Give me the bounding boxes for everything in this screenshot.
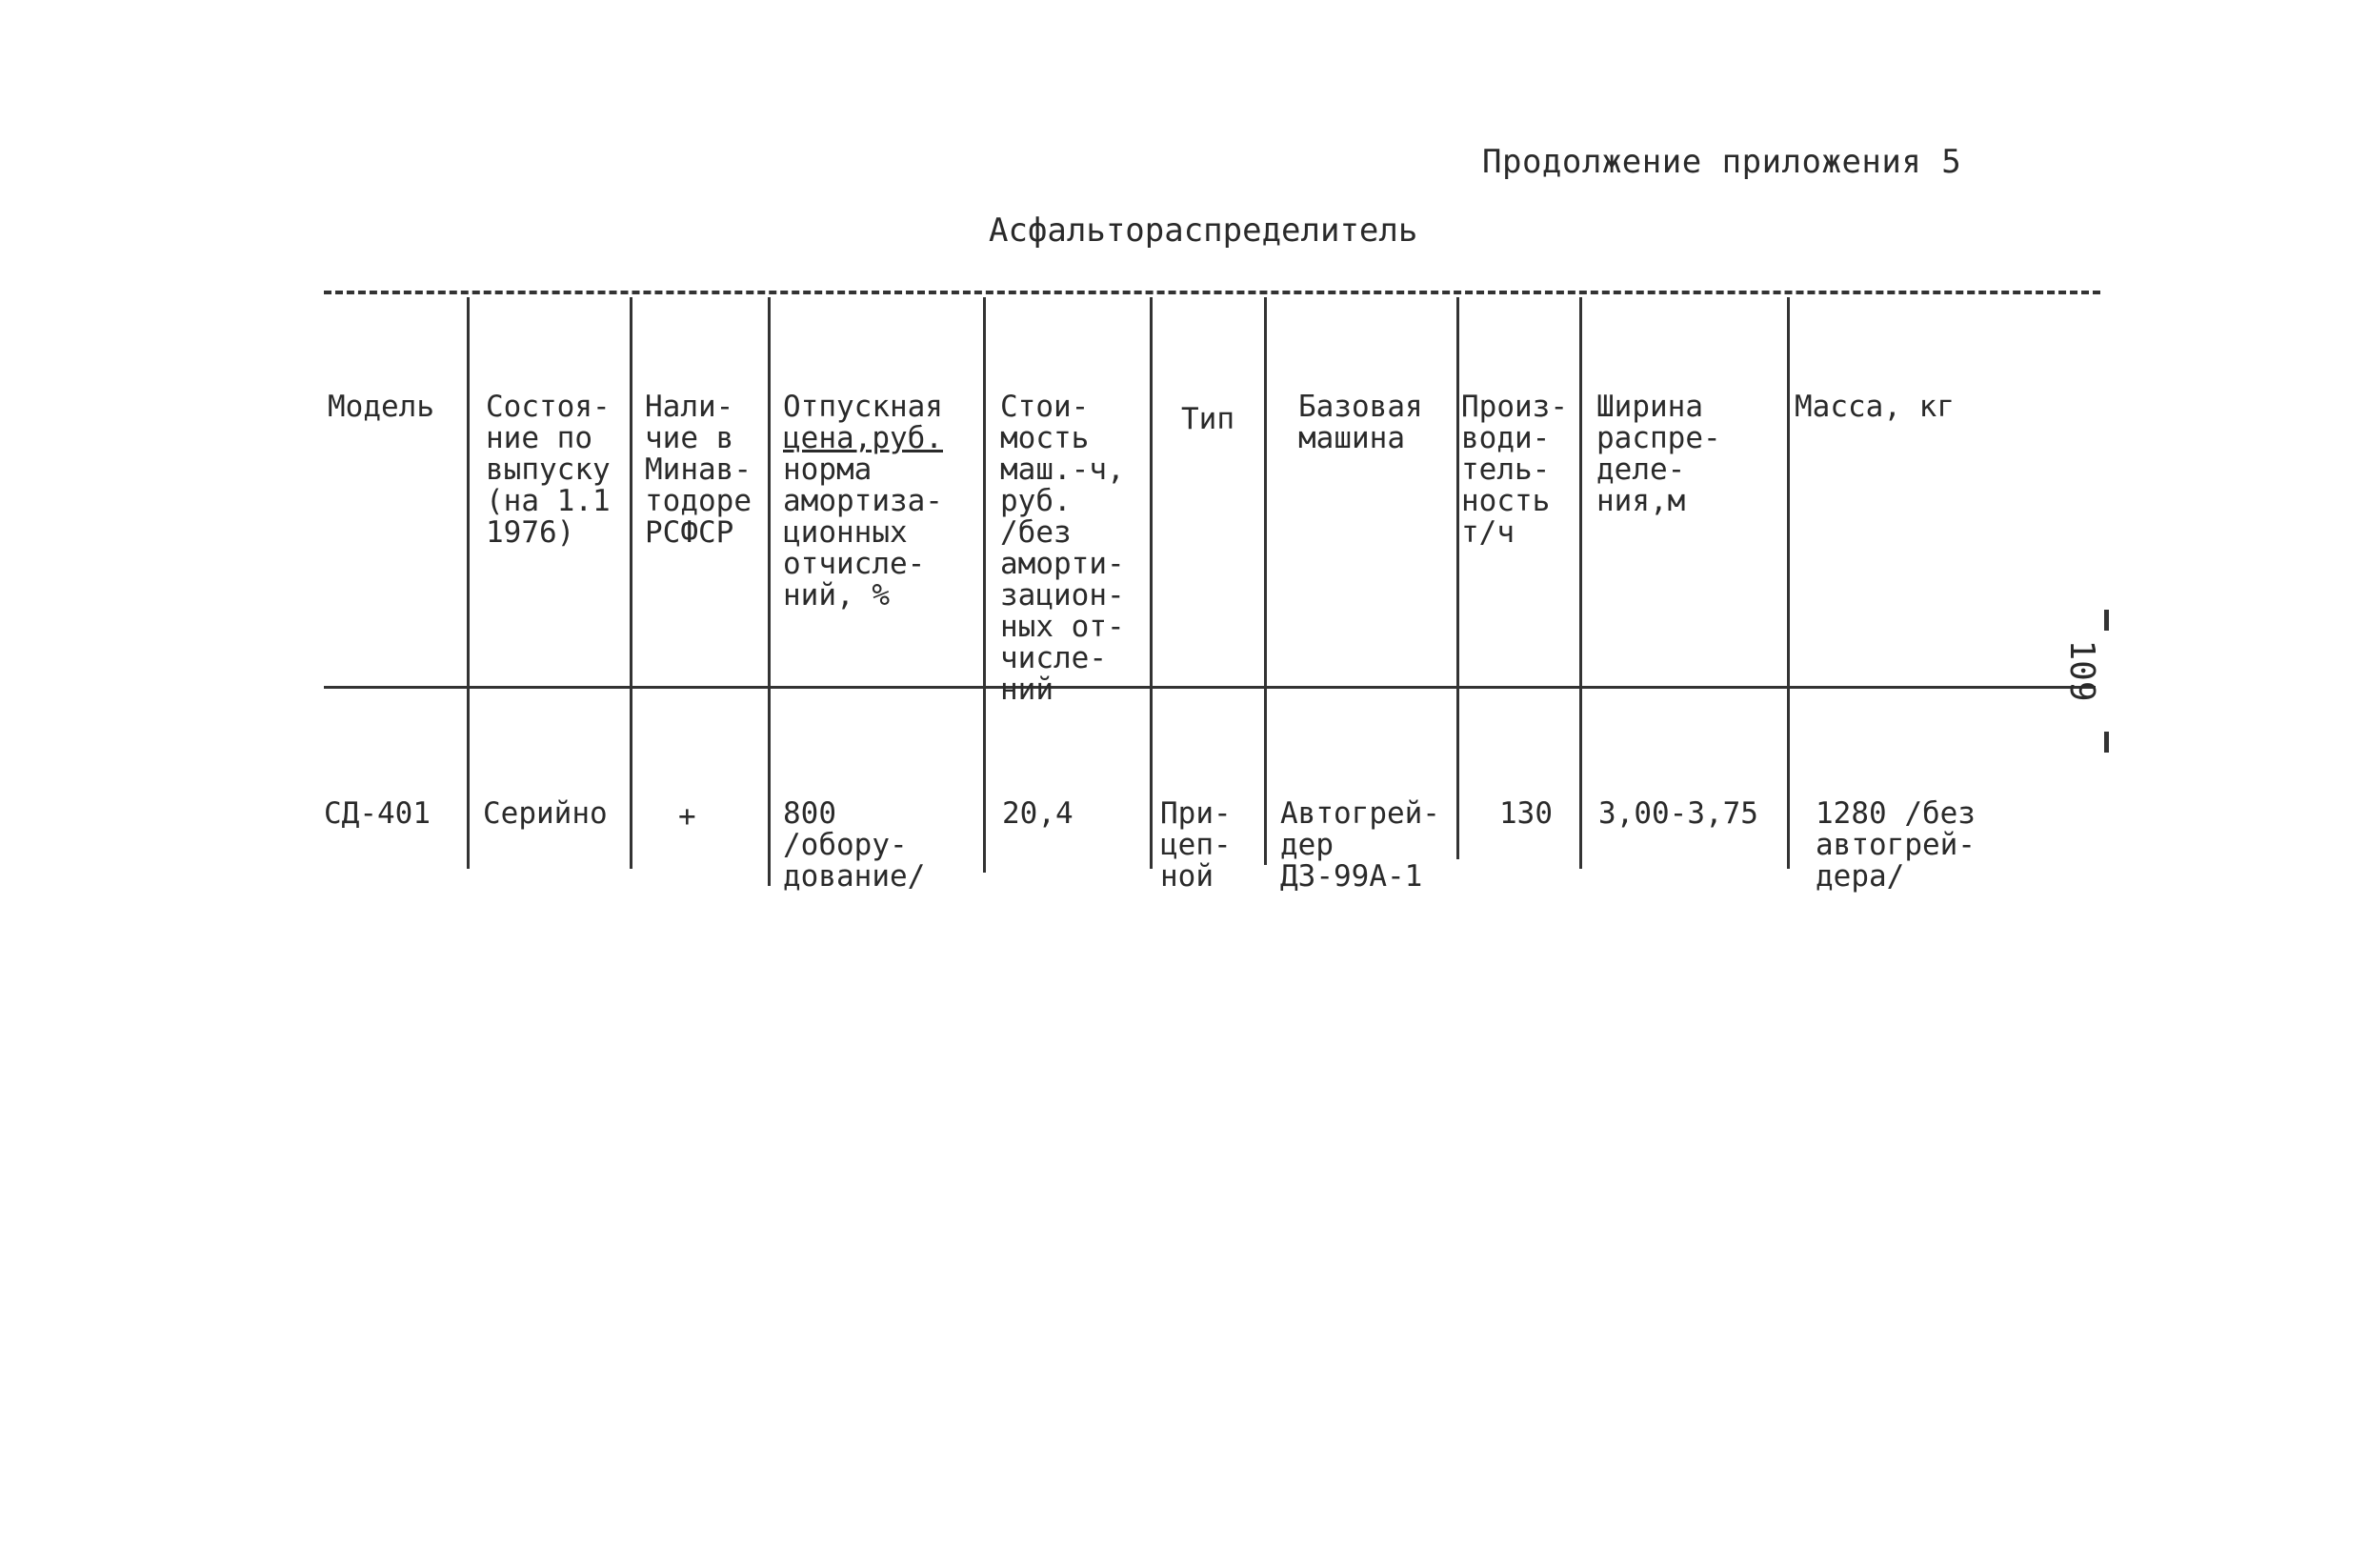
page-number-tick bbox=[2104, 610, 2109, 631]
column-divider bbox=[1579, 297, 1582, 869]
header-width: Ширина распре- деле- ния,м bbox=[1596, 390, 1721, 518]
header-status: Состоя- ние по выпуску (на 1.1 1976) bbox=[486, 390, 611, 550]
table-row-status: Серийно bbox=[483, 796, 608, 831]
table-row-model: СД-401 bbox=[324, 796, 431, 831]
header-availability: Нали- чие в Минав- тодоре РСФСР bbox=[645, 390, 752, 550]
column-divider bbox=[1787, 297, 1790, 869]
header-price: Отпускная цена,руб. норма амортиза- ционных отчисле- ний, % bbox=[783, 390, 943, 613]
table-row-hour-cost: 20,4 bbox=[1002, 796, 1074, 831]
table-row-availability: + bbox=[678, 799, 696, 834]
header-hour-cost: Стои- мость маш.-ч, руб. /без аморти- зацион- ных от- числе- ний bbox=[1000, 390, 1125, 707]
table-row-base-machine: Автогрей- дер ДЗ-99А-1 bbox=[1280, 796, 1440, 894]
appendix-note: Продолжение приложения 5 bbox=[1482, 143, 1962, 181]
table-row-productivity: 130 bbox=[1499, 796, 1553, 831]
table-top-border bbox=[324, 291, 2100, 294]
column-divider bbox=[1150, 297, 1153, 869]
table-title: Асфальтораспределитель bbox=[989, 211, 1418, 250]
column-divider bbox=[983, 297, 986, 873]
header-base-machine: Базовая машина bbox=[1298, 390, 1423, 455]
header-separator bbox=[324, 686, 2096, 689]
header-model: Модель bbox=[328, 390, 434, 424]
table-row-type: При- цеп- ной bbox=[1160, 796, 1232, 894]
header-productivity: Произ- води- тель- ность т/ч bbox=[1461, 390, 1568, 550]
column-divider bbox=[768, 297, 771, 886]
header-mass: Масса, кг bbox=[1795, 390, 1955, 424]
column-divider bbox=[467, 297, 470, 869]
table-row-price: 800 /обору- дование/ bbox=[783, 796, 926, 894]
column-divider bbox=[630, 297, 632, 869]
header-type: Тип bbox=[1181, 402, 1234, 436]
column-divider bbox=[1264, 297, 1267, 865]
column-divider bbox=[1456, 297, 1459, 859]
page-number: 109 bbox=[2062, 639, 2101, 702]
table-row-mass: 1280 /без автогрей- дера/ bbox=[1816, 796, 1976, 894]
page-number-tick bbox=[2104, 732, 2109, 753]
table-row-width: 3,00-3,75 bbox=[1598, 796, 1758, 831]
